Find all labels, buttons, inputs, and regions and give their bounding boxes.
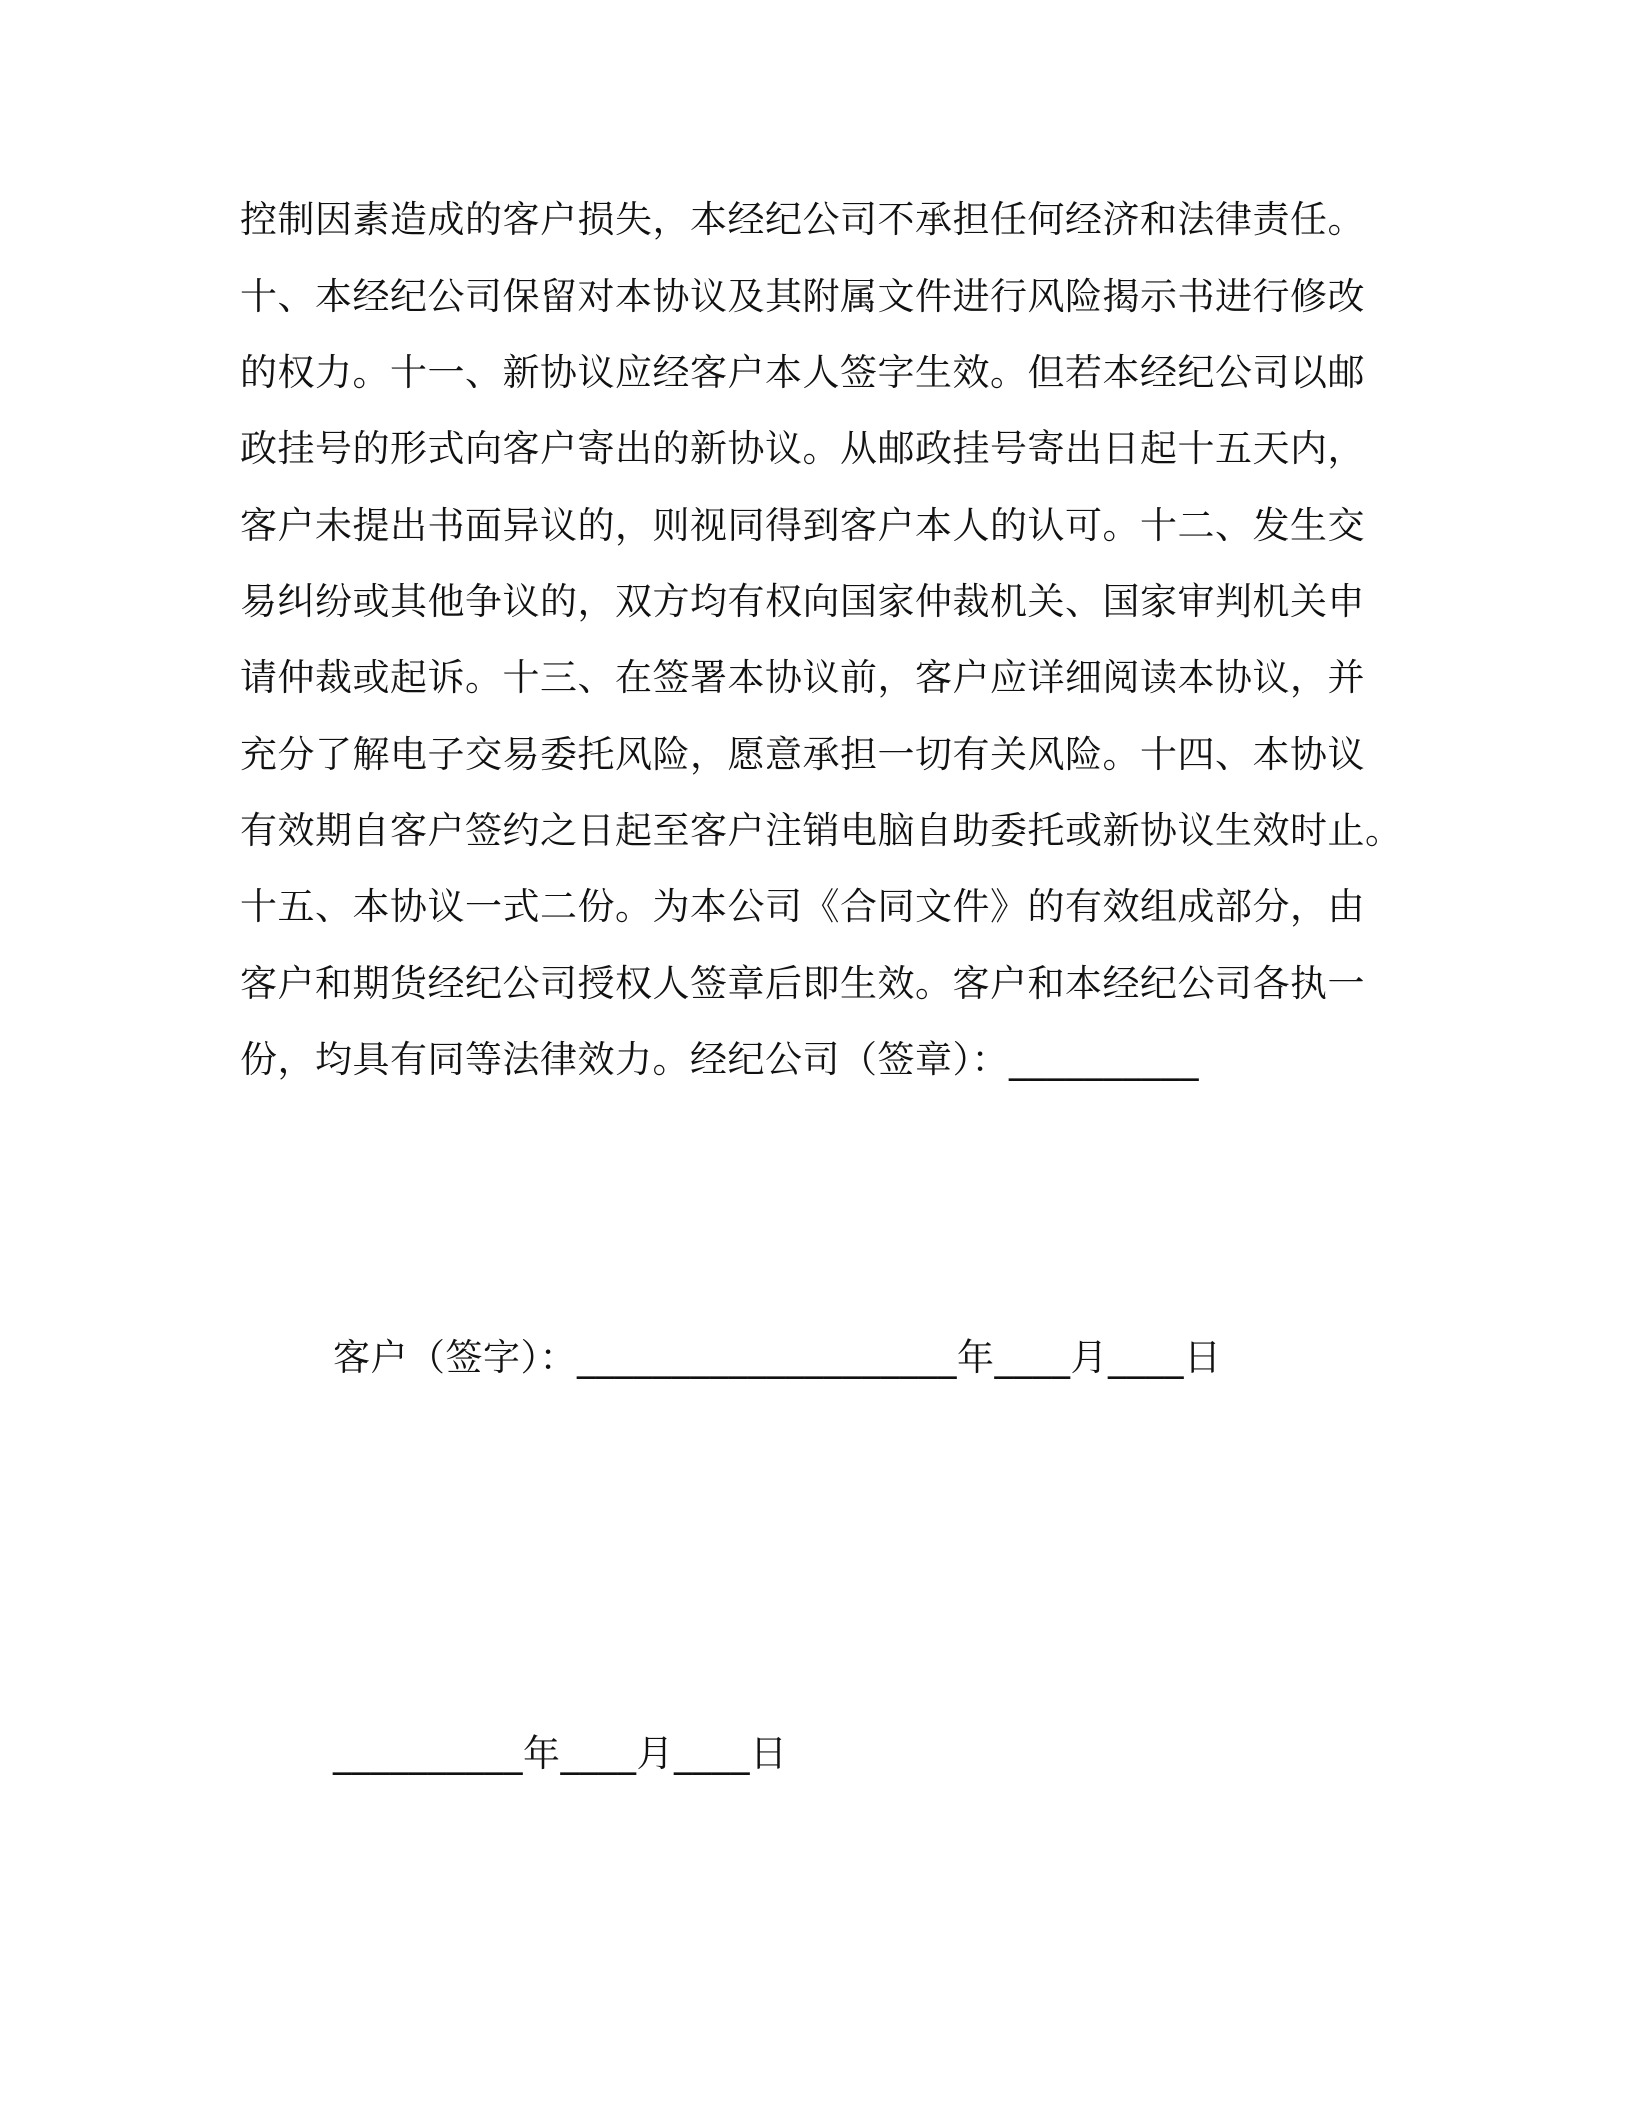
body-line-8: 充分了解电子交易委托风险，愿意承担一切有关风险。十四、本协议 — [240, 733, 1365, 776]
body-line-11: 客户和期货经纪公司授权人签章后即生效。客户和本经纪公司各执一 — [240, 962, 1365, 1005]
date-line: __________年____月____日 — [333, 1732, 788, 1775]
customer-signature-line: 客户（签字）：____________________年____月____日 — [333, 1336, 1222, 1379]
body-line-4: 政挂号的形式向客户寄出的新协议。从邮政挂号寄出日起十五天内， — [240, 427, 1365, 470]
body-line-3: 的权力。十一、新协议应经客户本人签字生效。但若本经纪公司以邮 — [240, 351, 1365, 394]
body-line-1: 控制因素造成的客户损失，本经纪公司不承担任何经济和法律责任。 — [240, 198, 1365, 241]
body-line-7: 请仲裁或起诉。十三、在签署本协议前，客户应详细阅读本协议，并 — [240, 656, 1365, 699]
body-line-5: 客户未提出书面异议的，则视同得到客户本人的认可。十二、发生交 — [240, 504, 1365, 547]
body-line-10: 十五、本协议一式二份。为本公司《合同文件》的有效组成部分，由 — [240, 885, 1365, 928]
body-line-6: 易纠纷或其他争议的，双方均有权向国家仲裁机关、国家审判机关申 — [240, 580, 1365, 623]
body-line-2: 十、本经纪公司保留对本协议及其附属文件进行风险揭示书进行修改 — [240, 275, 1365, 318]
body-line-12-company-signature: 份，均具有同等法律效力。经纪公司（签章）：__________ — [240, 1038, 1199, 1081]
body-line-9: 有效期自客户签约之日起至客户注销电脑自助委托或新协议生效时止。 — [240, 809, 1403, 852]
